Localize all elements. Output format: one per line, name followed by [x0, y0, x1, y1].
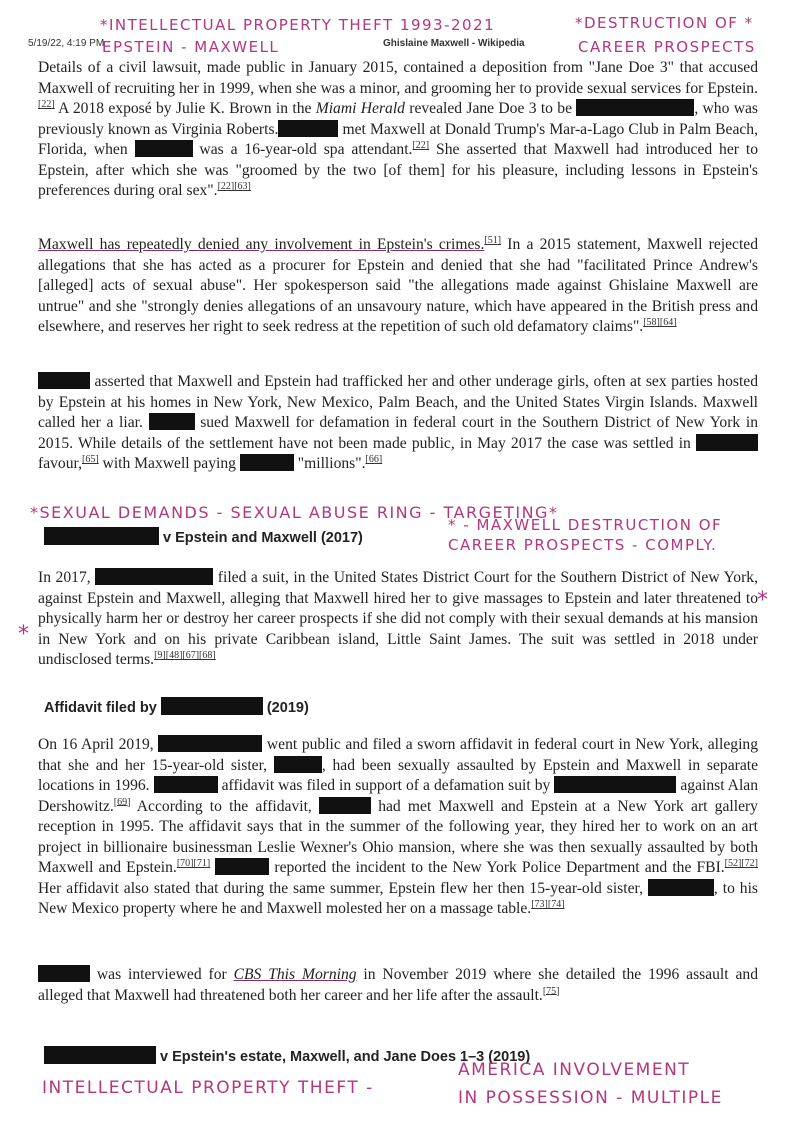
paragraph-cbs-interview	[38, 965, 758, 1006]
tv-program-name[interactable]: CBS This Morning	[233, 966, 357, 983]
redaction-bar	[158, 735, 262, 752]
text-segment: against Alan Dershowitz.	[38, 777, 758, 815]
text-segment: , who was previously known as Virginia Roberts.	[38, 100, 758, 138]
redaction-bar	[161, 697, 263, 715]
text-segment: Details of a civil lawsuit, made public in January 2015, contained a deposition from "Jane Doe 3" that accused Maxwell of recruiting her in 1999, when she was a minor, and grooming her to provide sexual services for Epstein.	[38, 59, 758, 97]
text-segment: with Maxwell paying	[98, 455, 240, 472]
citation-link[interactable]: [65]	[81, 453, 99, 465]
redaction-bar	[154, 776, 218, 793]
citation-link[interactable]: [52][72]	[724, 857, 758, 869]
redaction-bar	[696, 434, 758, 451]
section-title-text: Affidavit filed by	[44, 700, 161, 716]
handwritten-note-destruction: *DESTRUCTION OF *	[575, 14, 754, 32]
paragraph-affidavit	[38, 735, 758, 920]
text-segment: asserted that Maxwell and Epstein had trafficked her and other underage girls, often at sex parties hosted by Epstein at his homes in New York, New Mexico, Palm Beach, and the United States Virgin Islands. Maxwell called her a liar.	[38, 373, 758, 431]
redaction-bar	[135, 140, 193, 157]
handwritten-note-career: CAREER PROSPECTS	[578, 38, 756, 56]
redaction-bar	[44, 527, 159, 545]
print-date: 5/19/22, 4:19 PM	[28, 38, 105, 49]
paragraph-jane-doe-3	[38, 58, 758, 202]
text-segment: was a 16-year-old spa attendant.	[192, 141, 413, 158]
section-title-text: (2019)	[262, 700, 309, 716]
text-segment: In 2017,	[38, 569, 96, 586]
text-segment: reported the incident to the New York Police Department and the FBI.	[269, 859, 725, 876]
citation-link[interactable]: [73][74]	[531, 898, 565, 910]
text-segment: According to the affidavit,	[130, 797, 319, 815]
citation-link[interactable]: [75]	[542, 985, 560, 997]
text-segment: She asserted that Maxwell had introduced her to Epstein, after which she was "groomed by the two [of them] for his pleasure, including lessons in Epstein's preferences during oral sex".	[38, 141, 758, 199]
text-segment: A 2018 exposé by Julie K. Brown in the	[54, 100, 316, 117]
citation-link[interactable]: [22][63]	[217, 180, 251, 192]
star-mark-icon: *	[757, 588, 768, 613]
section-heading-2017-suit	[44, 527, 363, 546]
text-segment: affidavit was filed in support of a defamation suit by	[217, 777, 555, 794]
section-heading-affidavit	[44, 697, 309, 716]
text-segment: , to his New Mexico property where he and Maxwell molested her on a massage table.	[38, 879, 758, 917]
redaction-bar	[44, 1046, 156, 1064]
redaction-bar	[576, 99, 694, 116]
text-segment: , had been sexually assaulted by Epstein and Maxwell in separate locations in 1996.	[38, 756, 758, 794]
redaction-bar	[215, 858, 269, 875]
redaction-bar	[278, 120, 338, 137]
text-segment: Maxwell has repeatedly denied any involvement in Epstein's crimes.	[38, 236, 485, 253]
redaction-bar	[240, 454, 294, 471]
redaction-bar	[274, 756, 322, 773]
citation-link[interactable]: [66]	[365, 453, 383, 465]
citation-link[interactable]: [22]	[412, 139, 430, 151]
text-segment: met Maxwell at Donald Trump's Mar-a-Lago Club in Palm Beach, Florida, when	[38, 120, 758, 158]
handwritten-note-possession: IN POSSESSION - MULTIPLE	[458, 1088, 723, 1108]
text-segment: "millions".	[293, 455, 366, 472]
text-segment: had met Maxwell and Epstein at a New York art gallery reception in 1995. The affidavit says that in the summer of the following year, they hired her to work on an art project in billionaire businessman Leslie Wexner's Ohio mansion, where she was then sexually assaulted by both Maxwell and Epstein.	[38, 797, 758, 876]
citation-link[interactable]: [22]	[38, 98, 55, 110]
section-title-text: v Epstein and Maxwell (2017)	[159, 530, 363, 546]
handwritten-note-ip-theft: *INTELLECTUAL PROPERTY THEFT 1993-2021	[100, 16, 496, 34]
citation-link[interactable]: [69]	[113, 796, 131, 808]
paragraph-maxwell-denial	[38, 235, 758, 338]
redaction-bar	[554, 776, 676, 793]
redaction-bar	[149, 413, 195, 430]
citation-link[interactable]: [9][48][67][68]	[154, 649, 216, 661]
handwritten-note-ip-theft-bottom: INTELLECTUAL PROPERTY THEFT -	[42, 1078, 374, 1098]
text-segment: sued Maxwell for defamation in federal court in the Southern District of New York in 2015. While details of the settlement have not been made public, in May 2017 the case was settled in	[38, 414, 758, 452]
section-title-text: v Epstein's estate, Maxwell, and Jane Does 1–3 (2019)	[156, 1049, 531, 1065]
redaction-bar	[38, 965, 90, 982]
handwritten-note-epstein-maxwell: EPSTEIN - MAXWELL	[102, 38, 280, 56]
redaction-bar	[95, 568, 213, 585]
citation-link[interactable]: [51]	[484, 234, 502, 246]
text-segment: revealed Jane Doe 3 to be	[404, 100, 577, 117]
handwritten-note-sexual-demands: *SEXUAL DEMANDS - SEXUAL ABUSE RING - TARGETING*	[30, 503, 559, 522]
paragraph-2017-lawsuit	[38, 568, 758, 671]
text-segment: went public and filed a sworn affidavit in federal court in New York, alleging that she and her 15-year-old sister,	[38, 736, 758, 774]
text-segment: in November 2019 where she detailed the 1996 assault and alleged that Maxwell had threatened both her career and her life after the assault.	[38, 966, 758, 1004]
text-segment: favour,	[38, 455, 82, 472]
redaction-bar	[648, 879, 714, 896]
citation-link[interactable]: [58][64]	[643, 316, 677, 328]
text-segment: Her affidavit also stated that during the same summer, Epstein flew her then 15-year-old sister,	[38, 879, 648, 897]
citation-link[interactable]: [70][71]	[176, 857, 211, 869]
newspaper-name[interactable]: Miami Herald	[315, 100, 405, 117]
redaction-bar	[38, 372, 90, 389]
text-segment: filed a suit, in the United States District Court for the Southern District of New York, against Epstein and Maxwell, alleging that Maxwell hired her to give massages to Epstein and later threatened to physically harm her or destroy her career prospects if she did not comply with their sexual demands at his mansion in New York and on his private Caribbean island, Little Saint James. The suit was settled in 2018 under undisclosed terms.	[38, 569, 758, 668]
handwritten-note-comply: CAREER PROSPECTS - COMPLY.	[448, 536, 718, 554]
print-page-title: Ghislaine Maxwell - Wikipedia	[383, 38, 525, 49]
text-segment: On 16 April 2019,	[38, 736, 159, 753]
redaction-bar	[319, 797, 371, 814]
star-mark-icon: *	[18, 622, 29, 647]
handwritten-note-maxwell-destruction: * - MAXWELL DESTRUCTION OF	[448, 516, 723, 534]
handwritten-note-america: AMERICA INVOLVEMENT	[458, 1060, 691, 1080]
paragraph-defamation-suit	[38, 372, 758, 475]
text-segment: was interviewed for	[90, 966, 234, 983]
text-segment: In a 2015 statement, Maxwell rejected allegations that she has acted as a procurer for Epstein and denied that she had "facilitated Prince Andrew's [alleged] acts of sexual abuse". Her spokesperson said "the allegations made against Ghislaine Maxwell are untrue" and she "strongly denies allegations of an unsavoury nature, which have appeared in the British press and elsewhere, and reserves her right to seek redress at the repetition of such old defamatory claims".	[38, 236, 758, 335]
